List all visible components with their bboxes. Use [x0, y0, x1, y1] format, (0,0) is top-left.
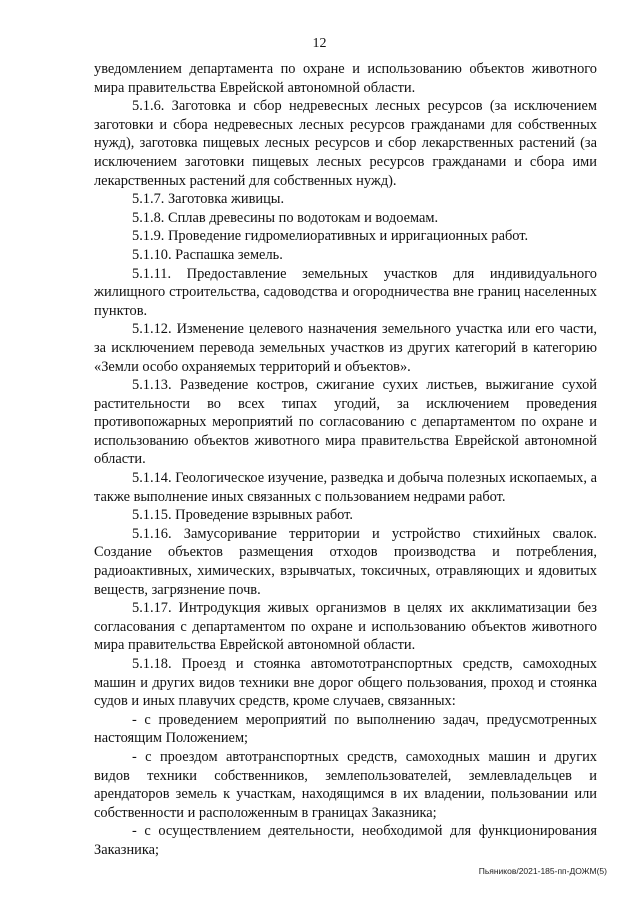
paragraph-5-1-17: 5.1.17. Интродукция живых организмов в целях их акклиматизации без согласования с департаментом по охране и использованию объектов животного мира правительства Еврейской автономной области. — [94, 600, 597, 654]
paragraph-5-1-7: 5.1.7. Заготовка живицы. — [132, 191, 285, 208]
paragraph-5-1-12: 5.1.12. Изменение целевого назначения земельного участка или его части, за исключением перевода земельных участков из других категорий в категорию «Земли особо охраняемых территорий и объектов». — [94, 321, 597, 375]
paragraph-5-1-8: 5.1.8. Сплав древесины по водотокам и водоемам. — [132, 209, 439, 226]
list-item-vehicle-access: - с проездом автотранспортных средств, самоходных машин и других видов техники собственников, землепользователей, землевладельцев и арендаторов земель к участкам, находящимся в их владении, пользовании или собственности и расположенным в границах Заказника; — [94, 748, 597, 821]
list-item-operations: - с осуществлением деятельности, необходимой для функционирования Заказника; — [94, 823, 597, 858]
document-body — [94, 60, 597, 860]
paragraph-5-1-13: 5.1.13. Разведение костров, сжигание сухих листьев, выжигание сухой растительности во всех типах угодий, за исключением проведения противопожарных мероприятий по согласованию с департаментом по охране и использованию объектов животного мира правительства Еврейской автономной области. — [94, 377, 597, 468]
paragraph-5-1-11: 5.1.11. Предоставление земельных участков для индивидуального жилищного строительства, садоводства и огородничества вне границ населенных пунктов. — [94, 265, 597, 319]
paragraph-5-1-14: 5.1.14. Геологическое изучение, разведка и добыча полезных ископаемых, а также выполнение иных связанных с пользованием недрами работ. — [94, 470, 597, 505]
paragraph-5-1-15: 5.1.15. Проведение взрывных работ. — [132, 507, 353, 524]
paragraph-5-1-18: 5.1.18. Проезд и стоянка автомототранспортных средств, самоходных машин и других видов техники вне дорог общего пользования, проход и стоянка судов и иных плавучих средств, кроме случаев, связанных: — [94, 656, 597, 710]
paragraph-5-1-10: 5.1.10. Распашка земель. — [132, 246, 283, 263]
list-item-measures: - с проведением мероприятий по выполнению задач, предусмотренных настоящим Положением; — [94, 711, 597, 747]
paragraph-continuation: уведомлением департамента по охране и использованию объектов животного мира правительства Еврейской автономной области. — [94, 61, 597, 96]
paragraph-5-1-9: 5.1.9. Проведение гидромелиоративных и ирригационных работ. — [132, 228, 529, 245]
page-number: 12 — [312, 36, 327, 51]
document-footer-code: Пьяников/2021-185-пп-ДОЖМ(5) — [478, 866, 607, 876]
paragraph-5-1-6: 5.1.6. Заготовка и сбор недревесных лесных ресурсов (за исключением заготовки и сбора недревесных лесных ресурсов гражданами для собственных нужд), заготовка пищевых лесных ресурсов и сбор лекарственных растений (за исключением заготовки пищевых лесных ресурсов гражданами и сбора ими лекарственных растений для собственных нужд). — [94, 98, 597, 189]
paragraph-5-1-16: 5.1.16. Замусоривание территории и устройство стихийных свалок. Создание объектов размещения отходов производства и потребления, радиоактивных, химических, взрывчатых, токсичных, отравляющих и ядовитых веществ, загрязнение почв. — [94, 525, 597, 598]
